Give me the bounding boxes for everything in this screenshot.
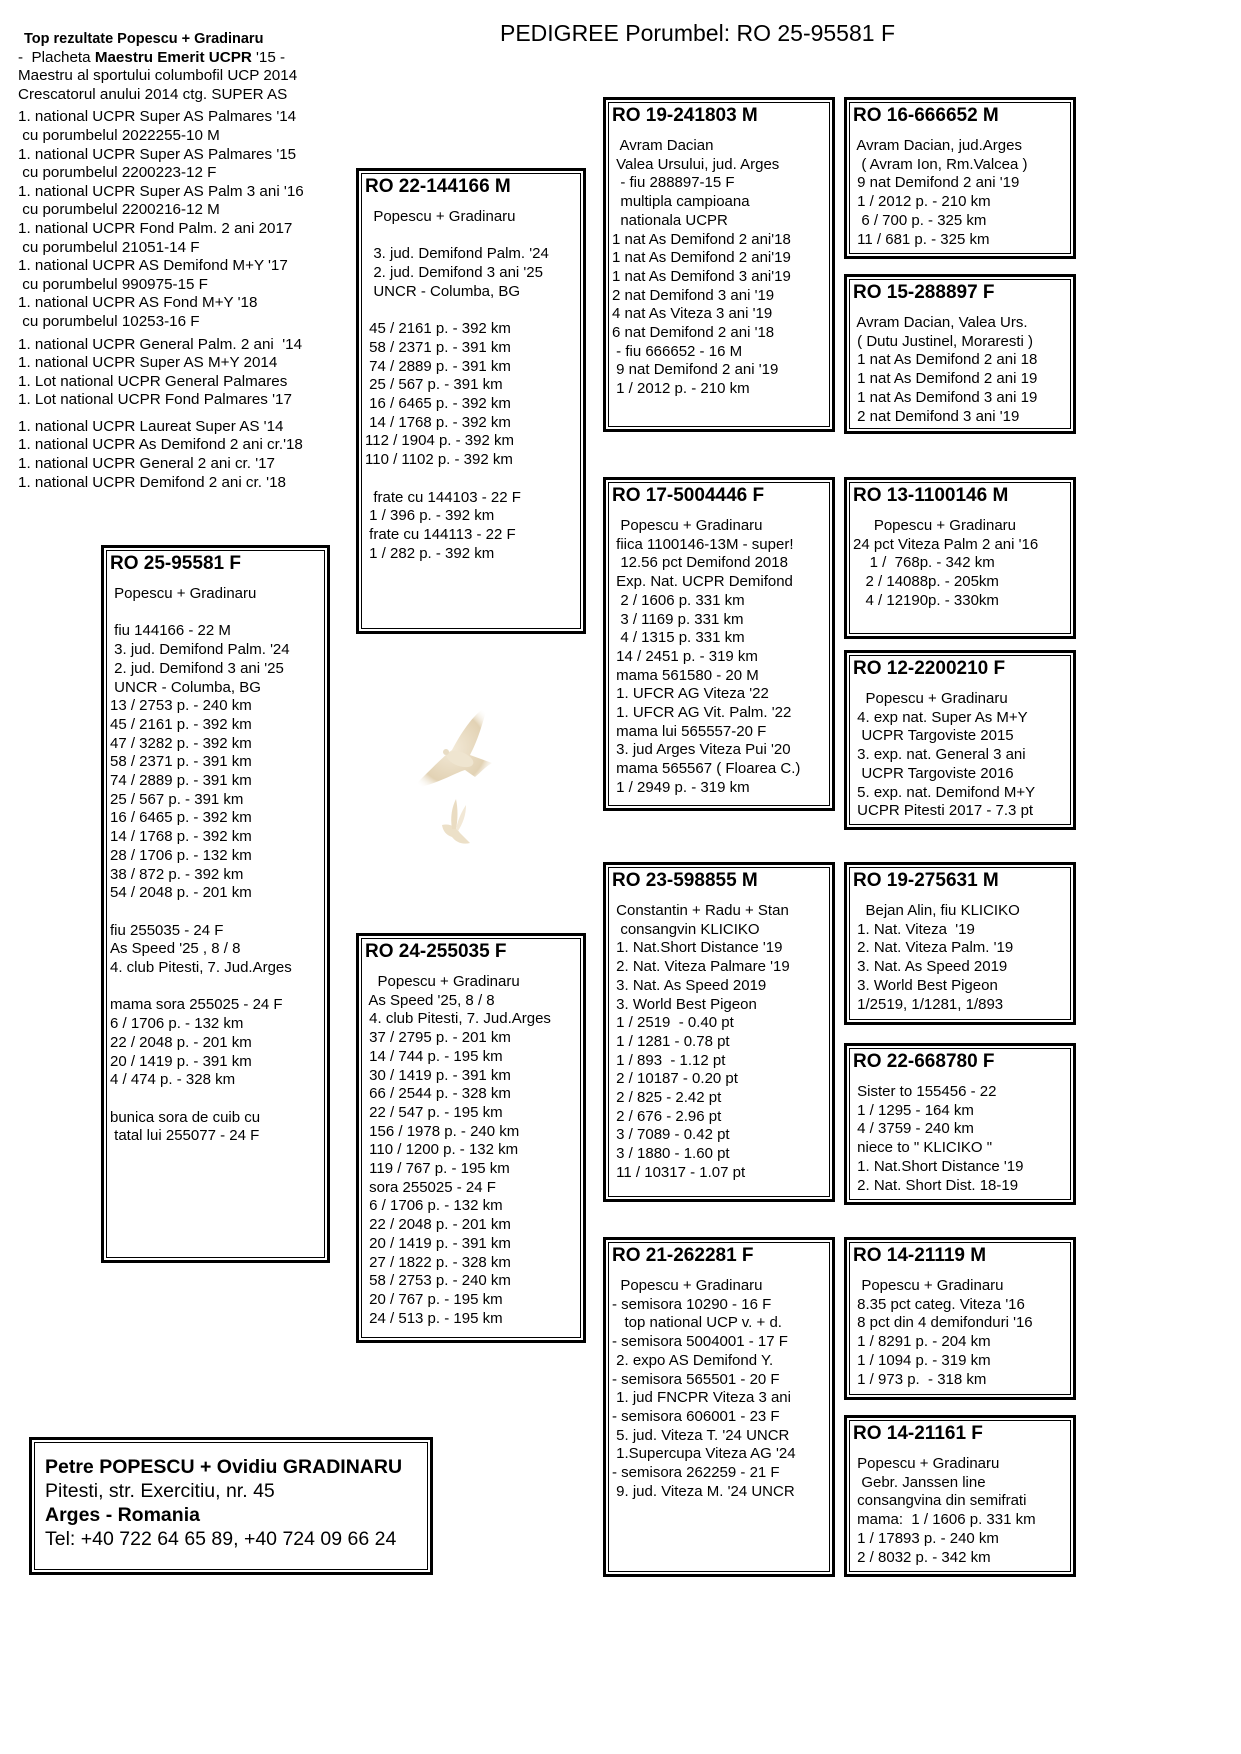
detail-line: 1 / 282 p. - 392 km — [365, 544, 495, 562]
detail-line: Popescu + Gradinaru — [853, 1455, 1000, 1472]
detail-line: - fiu 666652 - 16 M — [612, 342, 743, 360]
detail-line: 1. Nat. Viteza '19 — [853, 920, 975, 938]
detail-line: UCPR Targoviste 2015 — [853, 727, 1014, 745]
pigeon-details — [853, 517, 1066, 611]
detail-line: 74 / 2889 p. - 391 km — [110, 772, 252, 790]
detail-line: 1. UFCR AG Vit. Palm. '22 — [612, 704, 792, 722]
detail-line: 1. jud FNCPR Viteza 3 ani — [612, 1389, 791, 1407]
detail-line: 45 / 2161 p. - 392 km — [110, 715, 252, 733]
detail-line: cu porumbelul 21051-14 F — [18, 238, 200, 256]
detail-line: 1. national UCPR Fond Palm. 2 ani 2017 — [18, 219, 293, 237]
ring-number: RO 19-275631 M — [853, 870, 999, 891]
detail-line: fiica 1100146-13M - super! — [612, 535, 794, 553]
detail-line: 11 / 10317 - 1.07 pt — [612, 1163, 746, 1181]
ring-number: RO 14-21119 M — [853, 1245, 987, 1266]
pigeon-details — [612, 902, 825, 1183]
detail-line: - semisora 565501 - 20 F — [612, 1370, 780, 1388]
detail-line: frate cu 144103 - 22 F — [365, 488, 521, 506]
doves-icon — [400, 695, 510, 855]
detail-line: 4. club Pitesti, 7. Jud.Arges — [110, 959, 292, 977]
detail-line: 3 / 1169 p. 331 km — [612, 610, 744, 628]
detail-line: 4 / 3759 - 240 km — [853, 1120, 974, 1138]
detail-line: 8.35 pct categ. Viteza '16 — [853, 1295, 1025, 1313]
detail-line: 58 / 2753 p. - 240 km — [365, 1272, 511, 1290]
detail-line: 1 nat As Demifond 3 ani 19 — [853, 388, 1038, 406]
detail-line: 54 / 2048 p. - 201 km — [110, 884, 252, 902]
detail-line: 2 nat Demifond 3 ani '19 — [612, 286, 775, 304]
detail-line: 2 / 1606 p. 331 km — [612, 591, 745, 609]
detail-line: 1 / 17893 p. - 240 km — [853, 1529, 999, 1547]
ring-number: RO 12-2200210 F — [853, 658, 1006, 679]
pigeon-card-ss-sire — [844, 97, 1076, 259]
pigeon-card-dam — [356, 933, 586, 1343]
detail-line: 3. exp. nat. General 3 ani — [853, 746, 1026, 764]
intro-prefix: - Placheta — [18, 48, 95, 66]
detail-line: 156 / 1978 p. - 240 km — [365, 1122, 520, 1140]
detail-line: 1 nat As Demifond 3 ani'19 — [612, 267, 791, 285]
detail-line: 20 / 767 p. - 195 km — [365, 1290, 503, 1308]
intro-suffix: '15 - — [251, 48, 286, 66]
pigeon-details — [853, 137, 1066, 249]
ring-number: RO 25-95581 F — [110, 553, 241, 574]
detail-line: 1. national UCPR General 2 ani cr. '17 — [18, 455, 276, 473]
pigeon-card-ds-sire — [844, 862, 1076, 1025]
detail-line: Bejan Alin, fiu KLICIKO — [853, 902, 1020, 919]
ring-number: RO 21-262281 F — [612, 1245, 754, 1266]
spacer — [365, 470, 576, 489]
pigeon-details — [365, 208, 576, 563]
contact-address: Pitesti, str. Exercitiu, nr. 45 — [45, 1480, 275, 1502]
detail-line: 14 / 2451 p. - 319 km — [612, 647, 758, 665]
detail-line: UCPR Targoviste 2016 — [853, 764, 1014, 782]
pigeon-card-dd-dam — [844, 1415, 1076, 1577]
detail-line: cu porumbelul 2200223-12 F — [18, 164, 217, 182]
detail-line: 119 / 767 p. - 195 km — [365, 1160, 510, 1178]
ring-number: RO 17-5004446 F — [612, 485, 765, 506]
pigeon-details — [853, 314, 1066, 426]
detail-line: sora 255025 - 24 F — [365, 1178, 496, 1196]
achievements-list-b — [18, 108, 348, 331]
detail-line: 1. national UCPR AS Demifond M+Y '17 — [18, 257, 288, 275]
pigeon-card-sire — [356, 168, 586, 634]
detail-line: 1. national UCPR Super AS M+Y 2014 — [18, 354, 278, 372]
detail-line: 2 / 14088p. - 205km — [853, 573, 999, 591]
ring-number: RO 16-666652 M — [853, 105, 999, 126]
ring-number: RO 22-144166 M — [365, 176, 511, 197]
detail-line: 2 / 676 - 2.96 pt — [612, 1107, 722, 1125]
detail-line: consangvin KLICIKO — [612, 920, 760, 938]
ring-number: RO 14-21161 F — [853, 1423, 983, 1444]
detail-line: 14 / 1768 p. - 392 km — [365, 413, 511, 431]
detail-line: 1. national UCPR Super AS Palm 3 ani '16 — [18, 182, 304, 200]
pigeon-card-dam-dam — [603, 1237, 835, 1577]
detail-line: 58 / 2371 p. - 391 km — [365, 338, 511, 356]
detail-line: 4 nat As Viteza 3 ani '19 — [612, 305, 773, 323]
detail-line: 3. World Best Pigeon — [853, 976, 998, 994]
detail-line: cu porumbelul 10253-16 F — [18, 312, 200, 330]
detail-line: 9 nat Demifond 2 ani '19 — [853, 174, 1020, 192]
pigeon-card-sire-sire — [603, 97, 835, 432]
detail-line: 22 / 2048 p. - 201 km — [365, 1216, 511, 1234]
detail-line: 27 / 1822 p. - 328 km — [365, 1253, 511, 1271]
detail-line: Maestru al sportului columbofil UCP 2014 — [18, 67, 298, 85]
detail-line: 2. jud. Demifond 3 ani '25 — [365, 264, 543, 282]
spacer — [110, 903, 320, 922]
large-dove-icon — [410, 705, 492, 790]
pigeon-details — [853, 1455, 1066, 1567]
detail-line: 2. Nat. Short Dist. 18-19 — [853, 1176, 1019, 1194]
detail-line: 1 / 1094 p. - 319 km — [853, 1351, 991, 1369]
detail-line: 24 / 513 p. - 195 km — [365, 1309, 503, 1327]
detail-line: 110 / 1102 p. - 392 km — [365, 451, 513, 469]
detail-line: 24 pct Viteza Palm 2 ani '16 — [853, 535, 1039, 553]
detail-line: 20 / 1419 p. - 391 km — [365, 1234, 511, 1252]
detail-line: Popescu + Gradinaru — [365, 208, 516, 225]
detail-line: 25 / 567 p. - 391 km — [110, 790, 244, 808]
detail-line: 1. national UCPR As Demifond 2 ani cr.'18 — [18, 436, 303, 454]
detail-line: multipla campioana — [612, 193, 750, 211]
detail-line: top national UCP v. + d. — [612, 1314, 782, 1332]
detail-line: 1. Lot national UCPR General Palmares — [18, 372, 288, 390]
detail-line: fiu 255035 - 24 F — [110, 921, 224, 939]
detail-line: Avram Dacian — [612, 137, 714, 154]
detail-line: 25 / 567 p. - 391 km — [365, 376, 503, 394]
detail-line: 1 / 2012 p. - 210 km — [853, 193, 991, 211]
spacer — [110, 604, 320, 623]
detail-line: - semisora 606001 - 23 F — [612, 1407, 780, 1425]
detail-line: mama 565567 ( Floarea C.) — [612, 760, 801, 778]
detail-line: 22 / 2048 p. - 201 km — [110, 1033, 252, 1051]
detail-line: 1 / 2519 - 0.40 pt — [612, 1014, 734, 1032]
detail-line: 6 / 700 p. - 325 km — [853, 211, 987, 229]
detail-line: 112 / 1904 p. - 392 km — [365, 432, 514, 450]
detail-line: Exp. Nat. UCPR Demifond — [612, 573, 793, 591]
detail-line: 30 / 1419 p. - 391 km — [365, 1066, 511, 1084]
detail-line: 8 pct din 4 demifonduri '16 — [853, 1314, 1033, 1332]
detail-line: 3. Nat. As Speed 2019 — [612, 976, 767, 994]
detail-line: 9. jud. Viteza M. '24 UNCR — [612, 1482, 795, 1500]
detail-line: 1/2519, 1/1281, 1/893 — [853, 995, 1004, 1013]
detail-line: 58 / 2371 p. - 391 km — [110, 753, 252, 771]
achievements-intro — [18, 49, 348, 68]
detail-line: fiu 144166 - 22 M — [110, 622, 231, 640]
detail-line: 4 / 474 p. - 328 km — [110, 1071, 236, 1089]
detail-line: 47 / 3282 p. - 392 km — [110, 734, 252, 752]
detail-line: 3. World Best Pigeon — [612, 995, 757, 1013]
detail-line: niece to " KLICIKO " — [853, 1139, 993, 1157]
ring-number: RO 15-288897 F — [853, 282, 995, 303]
detail-line: 1. national UCPR Super AS Palmares '15 — [18, 145, 297, 163]
detail-line: 1 / 2012 p. - 210 km — [612, 380, 750, 398]
detail-line: 6 / 1706 p. - 132 km — [365, 1197, 503, 1215]
detail-line: 20 / 1419 p. - 391 km — [110, 1052, 252, 1070]
pigeon-card-subject — [101, 545, 330, 1263]
detail-line: nationala UCPR — [612, 211, 728, 229]
pigeon-details — [365, 973, 576, 1328]
detail-line: Constantin + Radu + Stan — [612, 902, 789, 919]
detail-line: mama 561580 - 20 M — [612, 666, 759, 684]
detail-line: 6 nat Demifond 2 ani '18 — [612, 324, 775, 342]
pigeon-card-sd-dam — [844, 650, 1076, 830]
pigeon-card-dam-sire — [603, 862, 835, 1202]
contact-card — [29, 1437, 433, 1575]
detail-line: 1 / 2949 p. - 319 km — [612, 778, 750, 796]
spacer — [110, 1090, 320, 1109]
detail-line: 16 / 6465 p. - 392 km — [110, 809, 252, 827]
detail-line: 2 / 825 - 2.42 pt — [612, 1089, 722, 1107]
detail-line: 1 nat As Demifond 2 ani'19 — [612, 249, 791, 267]
detail-line: 1 / 396 p. - 392 km — [365, 507, 495, 525]
ring-number: RO 19-241803 M — [612, 105, 758, 126]
pigeon-card-sire-dam — [603, 477, 835, 811]
detail-line: 1. national UCPR AS Fond M+Y '18 — [18, 294, 258, 312]
detail-line: mama lui 565557-20 F — [612, 722, 767, 740]
detail-line: 66 / 2544 p. - 328 km — [365, 1085, 511, 1103]
ring-number: RO 23-598855 M — [612, 870, 758, 891]
detail-line: 3. jud Arges Viteza Pui '20 — [612, 741, 791, 759]
detail-line: 4. exp nat. Super As M+Y — [853, 708, 1028, 726]
pigeon-details — [612, 517, 825, 798]
ring-number: RO 22-668780 F — [853, 1051, 995, 1072]
ring-number: RO 13-1100146 M — [853, 485, 1009, 506]
detail-line: 14 / 744 p. - 195 km — [365, 1047, 503, 1065]
spacer — [110, 978, 320, 997]
page-title: PEDIGREE Porumbel: RO 25-95581 F — [500, 20, 895, 46]
detail-line: 110 / 1200 p. - 132 km — [365, 1141, 519, 1159]
detail-line: 3 / 1880 - 1.60 pt — [612, 1145, 730, 1163]
detail-line: Popescu + Gradinaru — [612, 517, 763, 534]
pigeon-details — [853, 690, 1066, 821]
intro-bold: Maestru Emerit UCPR — [94, 48, 252, 66]
detail-line: 45 / 2161 p. - 392 km — [365, 320, 511, 338]
detail-line: 2 / 8032 p. - 342 km — [853, 1548, 991, 1566]
contact-names: Petre POPESCU + Ovidiu GRADINARU — [45, 1456, 403, 1478]
detail-line: 1. national UCPR Super AS Palmares '14 — [18, 108, 297, 126]
detail-line: 2. Nat. Viteza Palmare '19 — [612, 958, 790, 976]
achievements-list-a — [18, 67, 348, 104]
detail-line: 1. Nat.Short Distance '19 — [612, 939, 783, 957]
achievements-list-c — [18, 336, 348, 410]
detail-line: Avram Dacian, Valea Urs. — [853, 314, 1028, 331]
pigeon-card-ds-dam — [844, 1043, 1076, 1205]
detail-line: bunica sora de cuib cu — [110, 1108, 261, 1126]
detail-line: 1 / 1295 - 164 km — [853, 1101, 974, 1119]
detail-line: 9 nat Demifond 2 ani '19 — [612, 361, 779, 379]
detail-line: 1 nat As Demifond 2 ani 18 — [853, 351, 1038, 369]
detail-line: ( Dutu Justinel, Moraresti ) — [853, 332, 1034, 350]
detail-line: 5. jud. Viteza T. '24 UNCR — [612, 1426, 790, 1444]
detail-line: 12.56 pct Demifond 2018 — [612, 554, 788, 572]
detail-line: Sister to 155456 - 22 — [853, 1083, 997, 1100]
detail-line: 2. Nat. Viteza Palm. '19 — [853, 939, 1014, 957]
detail-line: 1. Nat.Short Distance '19 — [853, 1157, 1024, 1175]
ring-number: RO 24-255035 F — [365, 941, 507, 962]
detail-line: 6 / 1706 p. - 132 km — [110, 1015, 244, 1033]
pigeon-details — [853, 902, 1066, 1014]
detail-line: 14 / 1768 p. - 392 km — [110, 828, 252, 846]
detail-line: 22 / 547 p. - 195 km — [365, 1103, 503, 1121]
pigeon-card-dd-sire — [844, 1237, 1076, 1400]
detail-line: cu porumbelul 2200216-12 M — [18, 201, 220, 219]
detail-line: 1 / 768p. - 342 km — [853, 554, 995, 572]
detail-line: UNCR - Columba, BG — [110, 678, 261, 696]
detail-line: 2. expo AS Demifond Y. — [612, 1351, 774, 1369]
detail-line: As Speed '25 , 8 / 8 — [110, 940, 241, 958]
detail-line: Popescu + Gradinaru — [365, 973, 520, 990]
detail-line: 5. exp. nat. Demifond M+Y — [853, 783, 1036, 801]
detail-line: 1 nat As Demifond 2 ani'18 — [612, 230, 791, 248]
detail-line: 4 / 12190p. - 330km — [853, 591, 999, 609]
detail-line: 38 / 872 p. - 392 km — [110, 865, 244, 883]
detail-line: 4 / 1315 p. 331 km — [612, 629, 745, 647]
contact-phone: Tel: +40 722 64 65 89, +40 724 09 66 24 — [45, 1528, 397, 1550]
detail-line: 2 nat Demifond 3 ani '19 — [853, 407, 1020, 425]
detail-line: 3. jud. Demifond Palm. '24 — [110, 641, 290, 659]
detail-line: cu porumbelul 2022255-10 M — [18, 126, 220, 144]
detail-line: Crescatorul anului 2014 ctg. SUPER AS — [18, 85, 288, 103]
detail-line: Popescu + Gradinaru — [853, 690, 1008, 707]
detail-line: ( Avram Ion, Rm.Valcea ) — [853, 155, 1028, 173]
detail-line: consangvina din semifrati — [853, 1492, 1027, 1510]
achievements-panel — [18, 30, 348, 492]
detail-line: Valea Ursului, jud. Arges — [612, 155, 780, 173]
detail-line: 1. national UCPR Laureat Super AS '14 — [18, 417, 284, 435]
pigeon-card-ss-dam — [844, 274, 1076, 434]
detail-line: mama sora 255025 - 24 F — [110, 996, 283, 1014]
detail-line: frate cu 144113 - 22 F — [365, 525, 516, 543]
detail-line: 3. jud. Demifond Palm. '24 — [365, 245, 549, 263]
detail-line: 37 / 2795 p. - 201 km — [365, 1029, 511, 1047]
spacer — [365, 302, 576, 321]
detail-line: Popescu + Gradinaru — [612, 1277, 763, 1294]
detail-line: 1.Supercupa Viteza AG '24 — [612, 1445, 796, 1463]
detail-line: 11 / 681 p. - 325 km — [853, 230, 990, 248]
detail-line: - fiu 288897-15 F — [612, 174, 735, 192]
detail-line: 4. club Pitesti, 7. Jud.Arges — [365, 1010, 551, 1028]
detail-line: As Speed '25, 8 / 8 — [365, 991, 495, 1009]
detail-line: 1 / 893 - 1.12 pt — [612, 1051, 726, 1069]
detail-line: 1. national UCPR Demifond 2 ani cr. '18 — [18, 473, 286, 491]
detail-line: cu porumbelul 990975-15 F — [18, 275, 208, 293]
detail-line: Popescu + Gradinaru — [853, 1277, 1004, 1294]
detail-line: Popescu + Gradinaru — [110, 585, 257, 602]
pigeon-card-sd-sire — [844, 477, 1076, 639]
detail-line: Popescu + Gradinaru — [853, 517, 1017, 534]
pigeon-details — [853, 1277, 1066, 1389]
achievements-list-d — [18, 418, 348, 492]
detail-line: Avram Dacian, jud.Arges — [853, 137, 1022, 154]
detail-line: 2. jud. Demifond 3 ani '25 — [110, 659, 284, 677]
contact-region: Arges - Romania — [45, 1504, 200, 1526]
detail-line: 1 / 973 p. - 318 km — [853, 1370, 987, 1388]
detail-line: mama: 1 / 1606 p. 331 km — [853, 1511, 1036, 1529]
detail-line: - semisora 262259 - 21 F — [612, 1464, 780, 1482]
small-dove-icon — [442, 799, 470, 844]
pigeon-details — [853, 1083, 1066, 1195]
spacer — [365, 227, 576, 246]
detail-line: 3. Nat. As Speed 2019 — [853, 958, 1008, 976]
achievements-heading: Top rezultate Popescu + Gradinaru — [24, 31, 264, 47]
detail-line: 16 / 6465 p. - 392 km — [365, 395, 511, 412]
pigeon-details — [612, 1277, 825, 1501]
detail-line: 1 nat As Demifond 2 ani 19 — [853, 370, 1038, 388]
detail-line: 13 / 2753 p. - 240 km — [110, 697, 252, 715]
detail-line: UCPR Pitesti 2017 - 7.3 pt — [853, 802, 1034, 820]
detail-line: - semisora 5004001 - 17 F — [612, 1333, 788, 1351]
detail-line: 1 / 1281 - 0.78 pt — [612, 1032, 730, 1050]
detail-line: Gebr. Janssen line — [853, 1473, 986, 1491]
detail-line: 1. UFCR AG Viteza '22 — [612, 685, 769, 703]
detail-line: 28 / 1706 p. - 132 km — [110, 846, 252, 864]
detail-line: UNCR - Columba, BG — [365, 282, 521, 300]
pigeon-details — [110, 585, 320, 1146]
detail-line: 1 / 8291 p. - 204 km — [853, 1333, 991, 1351]
detail-line: 2 / 10187 - 0.20 pt — [612, 1070, 738, 1088]
detail-line: 1. national UCPR General Palm. 2 ani '14 — [18, 335, 303, 353]
detail-line: - semisora 10290 - 16 F — [612, 1295, 772, 1313]
detail-line: 74 / 2889 p. - 391 km — [365, 357, 511, 375]
detail-line: 3 / 7089 - 0.42 pt — [612, 1126, 730, 1144]
pigeon-details — [612, 137, 825, 399]
detail-line: tatal lui 255077 - 24 F — [110, 1127, 260, 1145]
detail-line: 1. Lot national UCPR Fond Palmares '17 — [18, 391, 292, 409]
